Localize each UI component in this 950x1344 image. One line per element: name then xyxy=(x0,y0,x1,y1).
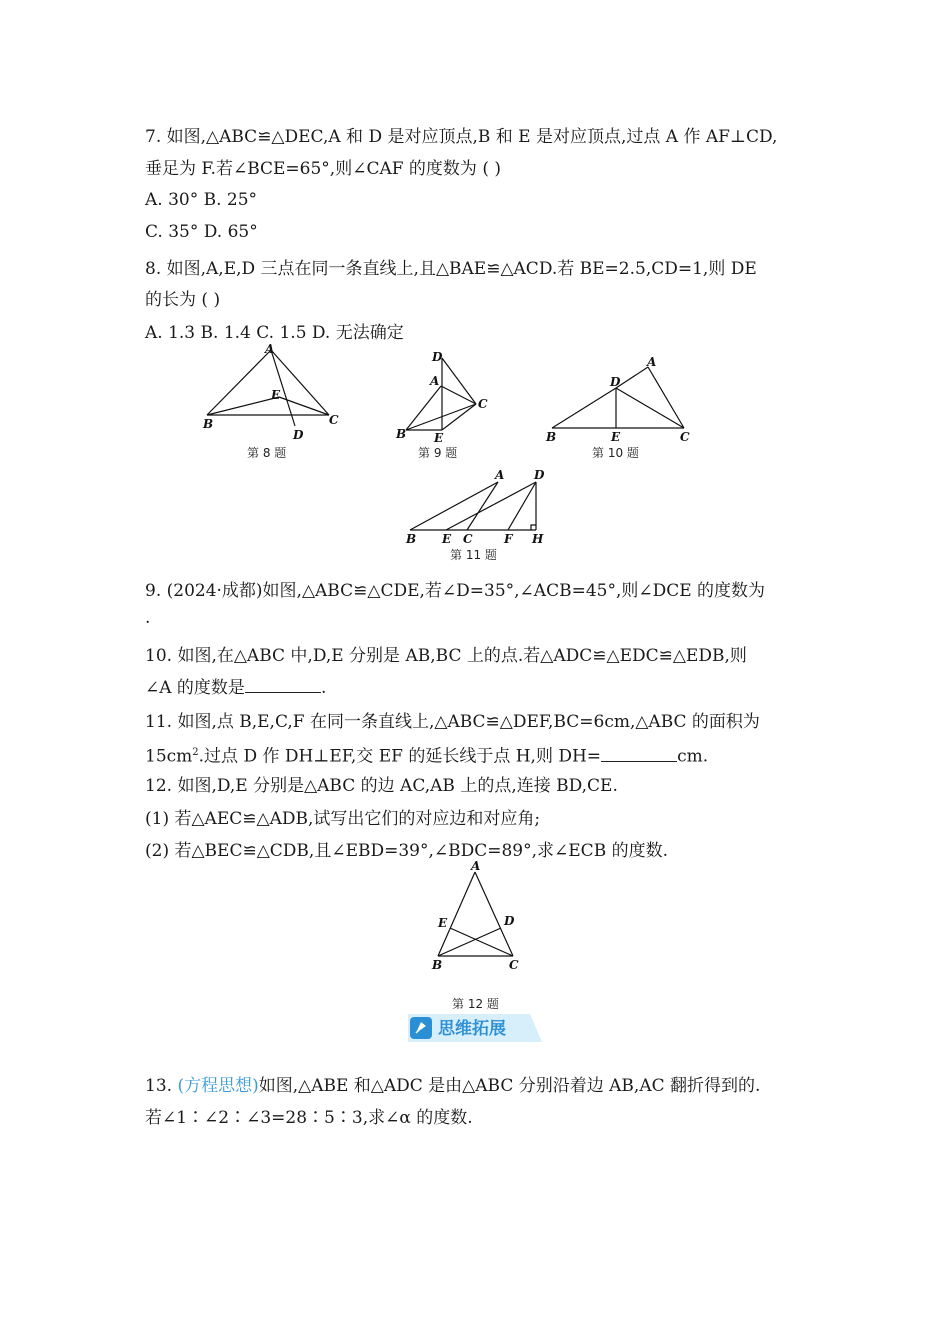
section-badge xyxy=(408,1014,542,1042)
fig8-label-a: A xyxy=(265,342,275,356)
fig12-label-d: D xyxy=(504,914,515,928)
fig9-label-d: D xyxy=(432,350,443,364)
q13-number: 13. xyxy=(145,1076,178,1096)
q11-area-sup: 2 xyxy=(192,747,199,758)
q10-line2-end: . xyxy=(320,678,327,698)
fig9-label-c: C xyxy=(478,397,488,411)
q12-part2: (2) 若△BEC≌△CDB,且∠EBD=39°,∠BDC=89°,求∠ECB 的度数. xyxy=(145,841,668,861)
q7-line2: 垂足为 F.若∠BCE=65°,则∠CAF 的度数为 ( ) xyxy=(145,159,502,179)
q11-line1: 11. 如图,点 B,E,C,F 在同一条直线上,△ABC≌△DEF,BC=6cm,△ABC 的面积为 xyxy=(145,712,760,732)
fig10-label-b: B xyxy=(546,430,557,444)
q11-line2-text: .过点 D 作 DH⊥EF,交 EF 的延长线于点 H,则 DH= xyxy=(198,746,602,767)
fig12-label-b: B xyxy=(432,958,443,972)
q7-line1: 7. 如图,△ABC≌△DEC,A 和 D 是对应顶点,B 和 E 是对应顶点,过点 A 作 AF⊥CD, xyxy=(145,127,778,147)
fig11-label-a: A xyxy=(495,468,505,482)
q10-answer-blank[interactable] xyxy=(245,676,321,693)
fig11-label-e: E xyxy=(442,532,452,546)
q9-line1: 9. (2024·成都)如图,△ABC≌△CDE,若∠D=35°,∠ACB=45°,则∠DCE 的度数为 xyxy=(145,581,766,601)
fig11-caption: 第 11 题 xyxy=(450,548,497,562)
fig12-label-e: E xyxy=(438,916,448,930)
fig9-label-a: A xyxy=(430,374,440,388)
q13-tag: (方程思想) xyxy=(177,1076,259,1096)
fig10-label-e: E xyxy=(611,430,621,444)
fig9-caption: 第 9 题 xyxy=(418,446,458,460)
fig8-label-c: C xyxy=(329,413,339,427)
fig12-label-c: C xyxy=(509,958,519,972)
fig11-label-c: C xyxy=(463,532,473,546)
fig11-label-b: B xyxy=(406,532,417,546)
q8-line2: 的长为 ( ) xyxy=(145,290,221,310)
fig11-label-h: H xyxy=(532,532,544,546)
q13-line1-text: 如图,△ABE 和△ADC 是由△ABC 分别沿着边 AB,AC 翻折得到的. xyxy=(258,1076,761,1096)
fig12-caption: 第 12 题 xyxy=(452,997,499,1011)
q13-line1 xyxy=(145,1075,760,1097)
q11-unit: cm. xyxy=(677,746,709,767)
q12-line1: 12. 如图,D,E 分别是△ABC 的边 AC,AB 上的点,连接 BD,CE. xyxy=(145,776,618,796)
q10-line2 xyxy=(145,676,326,699)
fig9-label-e: E xyxy=(434,431,444,445)
fig10-label-c: C xyxy=(680,430,690,444)
q13-line2: 若∠1∶∠2∶∠3=28∶5∶3,求∠α 的度数. xyxy=(145,1108,473,1128)
q7-options-ab: A. 30° B. 25° xyxy=(145,190,258,210)
figure-10 xyxy=(540,352,700,462)
q7-options-cd: C. 35° D. 65° xyxy=(145,222,258,242)
fig9-label-b: B xyxy=(396,427,407,441)
fig8-label-b: B xyxy=(203,417,214,431)
fig8-caption: 第 8 题 xyxy=(247,446,287,460)
q8-options: A. 1.3 B. 1.4 C. 1.5 D. 无法确定 xyxy=(145,323,404,343)
q12-part1: (1) 若△AEC≌△ADB,试写出它们的对应边和对应角; xyxy=(145,809,541,829)
figure-9 xyxy=(392,348,502,463)
fig11-label-f: F xyxy=(504,532,513,546)
fig8-label-d: D xyxy=(293,428,304,442)
fig8-label-e: E xyxy=(271,388,281,402)
fig11-label-d: D xyxy=(534,468,545,482)
q10-line1: 10. 如图,在△ABC 中,D,E 分别是 AB,BC 上的点.若△ADC≌△EDC≌△EDB,则 xyxy=(145,646,747,666)
section-title: 思维拓展 xyxy=(438,1019,506,1039)
q11-answer-blank[interactable] xyxy=(601,745,677,762)
figure-12 xyxy=(420,858,530,1013)
q8-line1: 8. 如图,A,E,D 三点在同一条直线上,且△BAE≌△ACD.若 BE=2.5,CD=1,则 DE xyxy=(145,259,757,279)
fig10-caption: 第 10 题 xyxy=(592,446,639,460)
q11-area: 15cm xyxy=(145,746,193,767)
fig10-label-d: D xyxy=(610,375,621,389)
figure-11 xyxy=(400,464,560,564)
fig10-label-a: A xyxy=(647,355,657,369)
figure-8 xyxy=(195,342,355,462)
fig12-label-a: A xyxy=(471,859,481,873)
q9-line2: . xyxy=(145,608,151,628)
q10-line2-text: ∠A 的度数是 xyxy=(145,678,245,698)
q11-line2 xyxy=(145,742,708,768)
